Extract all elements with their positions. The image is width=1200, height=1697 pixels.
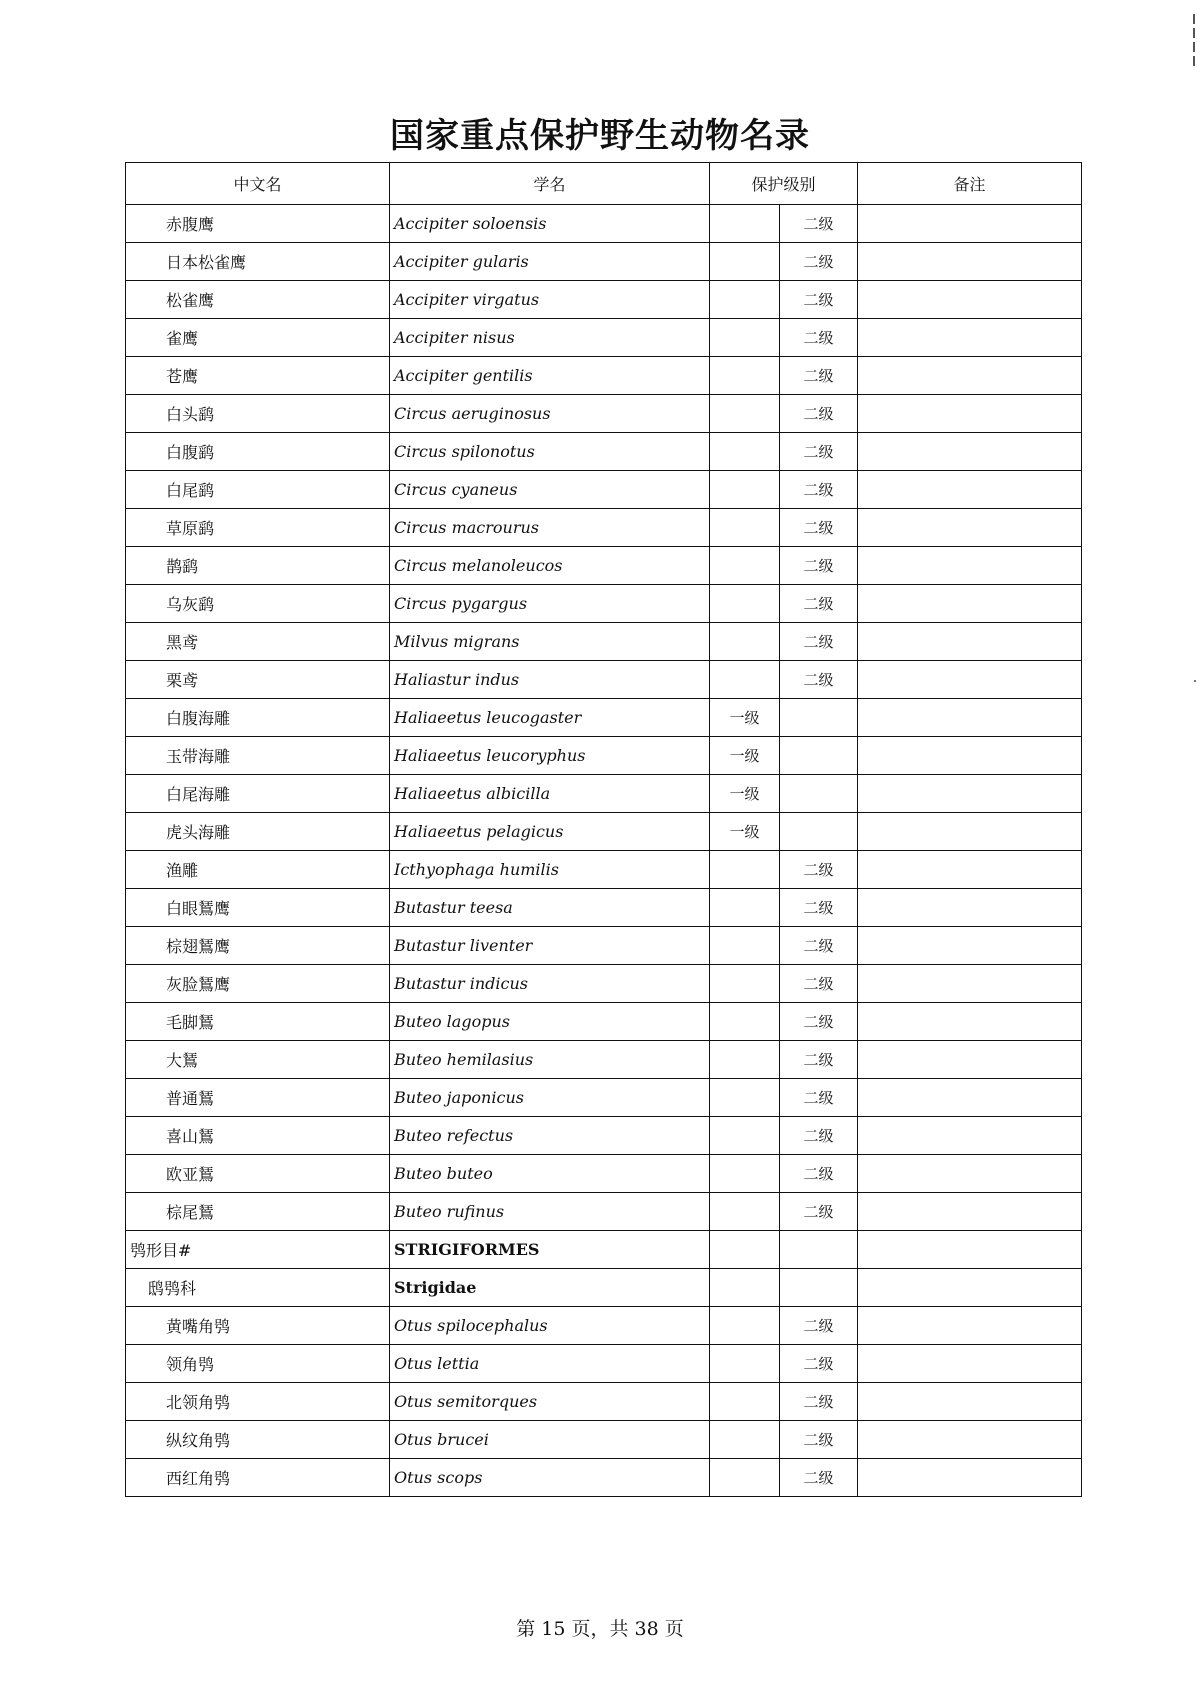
scientific-name-cell: Buteo rufinus	[390, 1193, 710, 1231]
note-cell	[858, 281, 1082, 319]
level-one-cell	[710, 433, 780, 471]
level-two-cell: 二级	[780, 1345, 858, 1383]
table-row	[126, 965, 1082, 1003]
chinese-name-cell: 日本松雀鹰	[126, 243, 390, 281]
scientific-name-cell: Milvus migrans	[390, 623, 710, 661]
table-row	[126, 1345, 1082, 1383]
level-two-cell: 二级	[780, 1193, 858, 1231]
level-two-cell: 二级	[780, 395, 858, 433]
note-cell	[858, 1459, 1082, 1497]
level-one-cell: 一级	[710, 737, 780, 775]
level-two-cell: 二级	[780, 585, 858, 623]
level-one-cell	[710, 661, 780, 699]
document-title: 国家重点保护野生动物名录	[390, 116, 810, 156]
note-cell	[858, 889, 1082, 927]
note-cell	[858, 357, 1082, 395]
chinese-name-cell: 草原鹞	[126, 509, 390, 547]
chinese-name-cell: 西红角鸮	[126, 1459, 390, 1497]
note-cell	[858, 1079, 1082, 1117]
scan-edge-marks	[1192, 10, 1196, 70]
scientific-name-cell: Buteo hemilasius	[390, 1041, 710, 1079]
level-two-cell: 二级	[780, 1421, 858, 1459]
note-cell	[858, 433, 1082, 471]
table-row	[126, 471, 1082, 509]
note-cell	[858, 851, 1082, 889]
table-row	[126, 737, 1082, 775]
level-two-cell: 二级	[780, 965, 858, 1003]
scientific-name-cell: Otus spilocephalus	[390, 1307, 710, 1345]
scientific-name-cell: Haliaeetus leucogaster	[390, 699, 710, 737]
level-one-cell	[710, 1003, 780, 1041]
table-header-row	[126, 163, 1082, 205]
table-row	[126, 1231, 1082, 1269]
table-row	[126, 205, 1082, 243]
level-one-cell	[710, 1459, 780, 1497]
chinese-name-cell: 白眼鵟鹰	[126, 889, 390, 927]
note-cell	[858, 737, 1082, 775]
chinese-name-cell: 灰脸鵟鹰	[126, 965, 390, 1003]
chinese-name-cell: 玉带海雕	[126, 737, 390, 775]
level-two-cell: 二级	[780, 205, 858, 243]
note-cell	[858, 775, 1082, 813]
header-chinese-name: 中文名	[126, 163, 390, 205]
note-cell	[858, 699, 1082, 737]
level-one-cell	[710, 927, 780, 965]
level-one-cell	[710, 1383, 780, 1421]
note-cell	[858, 319, 1082, 357]
table-row	[126, 1003, 1082, 1041]
table-row	[126, 1307, 1082, 1345]
level-two-cell: 二级	[780, 927, 858, 965]
table-row	[126, 243, 1082, 281]
table-row	[126, 813, 1082, 851]
scientific-name-cell: Circus pygargus	[390, 585, 710, 623]
chinese-name-cell: 渔雕	[126, 851, 390, 889]
table-row	[126, 1079, 1082, 1117]
level-one-cell	[710, 281, 780, 319]
scientific-name-cell: Otus scops	[390, 1459, 710, 1497]
scientific-name-cell: Haliastur indus	[390, 661, 710, 699]
note-cell	[858, 927, 1082, 965]
level-one-cell	[710, 547, 780, 585]
chinese-name-cell: 白尾海雕	[126, 775, 390, 813]
table-row	[126, 1459, 1082, 1497]
level-one-cell	[710, 889, 780, 927]
note-cell	[858, 471, 1082, 509]
level-one-cell	[710, 471, 780, 509]
scientific-name-cell: Otus brucei	[390, 1421, 710, 1459]
level-two-cell: 二级	[780, 1041, 858, 1079]
level-two-cell: 二级	[780, 281, 858, 319]
scientific-name-cell: Icthyophaga humilis	[390, 851, 710, 889]
level-one-cell	[710, 395, 780, 433]
level-two-cell: 二级	[780, 357, 858, 395]
table-row	[126, 1269, 1082, 1307]
level-two-cell: 二级	[780, 1459, 858, 1497]
note-cell	[858, 1117, 1082, 1155]
scientific-name-cell: Circus cyaneus	[390, 471, 710, 509]
table-row	[126, 433, 1082, 471]
table-row	[126, 319, 1082, 357]
note-cell	[858, 813, 1082, 851]
header-scientific-name: 学名	[390, 163, 710, 205]
level-two-cell: 二级	[780, 661, 858, 699]
chinese-name-cell: 鸮形目#	[126, 1231, 390, 1269]
level-two-cell: 二级	[780, 851, 858, 889]
scientific-name-cell: Accipiter gentilis	[390, 357, 710, 395]
note-cell	[858, 243, 1082, 281]
table-row	[126, 699, 1082, 737]
level-two-cell	[780, 1269, 858, 1307]
page-footer: 第 15 页，共 38 页	[516, 1618, 684, 1640]
chinese-name-cell: 乌灰鹞	[126, 585, 390, 623]
chinese-name-cell: 白头鹞	[126, 395, 390, 433]
header-protection-level: 保护级别	[710, 163, 858, 205]
chinese-name-cell: 普通鵟	[126, 1079, 390, 1117]
level-two-cell: 二级	[780, 1155, 858, 1193]
level-two-cell	[780, 775, 858, 813]
level-one-cell	[710, 357, 780, 395]
level-two-cell	[780, 737, 858, 775]
note-cell	[858, 1041, 1082, 1079]
scientific-name-cell: STRIGIFORMES	[390, 1231, 710, 1269]
table-row	[126, 1155, 1082, 1193]
scientific-name-cell: Circus spilonotus	[390, 433, 710, 471]
note-cell	[858, 205, 1082, 243]
table-row	[126, 509, 1082, 547]
level-one-cell	[710, 585, 780, 623]
scientific-name-cell: Circus melanoleucos	[390, 547, 710, 585]
level-two-cell: 二级	[780, 243, 858, 281]
note-cell	[858, 1345, 1082, 1383]
chinese-name-cell: 松雀鹰	[126, 281, 390, 319]
chinese-name-cell: 毛脚鵟	[126, 1003, 390, 1041]
chinese-name-cell: 鹊鹞	[126, 547, 390, 585]
note-cell	[858, 1421, 1082, 1459]
chinese-name-cell: 棕翅鵟鹰	[126, 927, 390, 965]
table-row	[126, 1117, 1082, 1155]
level-one-cell	[710, 1079, 780, 1117]
level-one-cell	[710, 1269, 780, 1307]
level-two-cell: 二级	[780, 889, 858, 927]
level-two-cell: 二级	[780, 1307, 858, 1345]
table-row	[126, 585, 1082, 623]
note-cell	[858, 547, 1082, 585]
chinese-name-cell: 棕尾鵟	[126, 1193, 390, 1231]
note-cell	[858, 395, 1082, 433]
chinese-name-cell: 喜山鵟	[126, 1117, 390, 1155]
scientific-name-cell: Accipiter gularis	[390, 243, 710, 281]
table-row	[126, 851, 1082, 889]
level-one-cell	[710, 1193, 780, 1231]
chinese-name-cell: 白腹鹞	[126, 433, 390, 471]
scientific-name-cell: Haliaeetus pelagicus	[390, 813, 710, 851]
chinese-name-cell: 赤腹鹰	[126, 205, 390, 243]
scientific-name-cell: Circus macrourus	[390, 509, 710, 547]
note-cell	[858, 623, 1082, 661]
level-one-cell	[710, 1307, 780, 1345]
scientific-name-cell: Accipiter nisus	[390, 319, 710, 357]
chinese-name-cell: 白腹海雕	[126, 699, 390, 737]
level-one-cell: 一级	[710, 775, 780, 813]
level-two-cell: 二级	[780, 1383, 858, 1421]
level-two-cell	[780, 813, 858, 851]
note-cell	[858, 1383, 1082, 1421]
table-row	[126, 1383, 1082, 1421]
note-cell	[858, 509, 1082, 547]
note-cell	[858, 1155, 1082, 1193]
scientific-name-cell: Accipiter virgatus	[390, 281, 710, 319]
table-row	[126, 281, 1082, 319]
table-row	[126, 927, 1082, 965]
note-cell	[858, 1231, 1082, 1269]
level-two-cell	[780, 1231, 858, 1269]
scientific-name-cell: Haliaeetus albicilla	[390, 775, 710, 813]
chinese-name-cell: 领角鸮	[126, 1345, 390, 1383]
header-notes: 备注	[858, 163, 1082, 205]
chinese-name-cell: 黄嘴角鸮	[126, 1307, 390, 1345]
chinese-name-cell: 鸱鸮科	[126, 1269, 390, 1307]
scientific-name-cell: Buteo refectus	[390, 1117, 710, 1155]
scientific-name-cell: Buteo japonicus	[390, 1079, 710, 1117]
level-two-cell: 二级	[780, 433, 858, 471]
level-one-cell	[710, 1345, 780, 1383]
chinese-name-cell: 北领角鸮	[126, 1383, 390, 1421]
scientific-name-cell: Accipiter soloensis	[390, 205, 710, 243]
table-row	[126, 775, 1082, 813]
level-two-cell: 二级	[780, 509, 858, 547]
note-cell	[858, 1269, 1082, 1307]
level-one-cell	[710, 1155, 780, 1193]
level-one-cell	[710, 851, 780, 889]
level-two-cell: 二级	[780, 547, 858, 585]
level-one-cell	[710, 1041, 780, 1079]
level-two-cell: 二级	[780, 1003, 858, 1041]
note-cell	[858, 1003, 1082, 1041]
level-one-cell	[710, 623, 780, 661]
chinese-name-cell: 纵纹角鸮	[126, 1421, 390, 1459]
chinese-name-cell: 黑鸢	[126, 623, 390, 661]
chinese-name-cell: 虎头海雕	[126, 813, 390, 851]
chinese-name-cell: 苍鹰	[126, 357, 390, 395]
level-two-cell: 二级	[780, 471, 858, 509]
level-one-cell	[710, 243, 780, 281]
note-cell	[858, 585, 1082, 623]
table-row	[126, 395, 1082, 433]
note-cell	[858, 965, 1082, 1003]
scientific-name-cell: Circus aeruginosus	[390, 395, 710, 433]
note-cell	[858, 1307, 1082, 1345]
table-row	[126, 661, 1082, 699]
scientific-name-cell: Otus semitorques	[390, 1383, 710, 1421]
level-one-cell: 一级	[710, 699, 780, 737]
level-one-cell	[710, 1421, 780, 1459]
scientific-name-cell: Buteo buteo	[390, 1155, 710, 1193]
chinese-name-cell: 欧亚鵟	[126, 1155, 390, 1193]
table-row	[126, 1041, 1082, 1079]
table-row	[126, 1421, 1082, 1459]
scientific-name-cell: Butastur liventer	[390, 927, 710, 965]
note-cell	[858, 1193, 1082, 1231]
table-row	[126, 623, 1082, 661]
level-two-cell: 二级	[780, 319, 858, 357]
chinese-name-cell: 栗鸢	[126, 661, 390, 699]
level-one-cell	[710, 1117, 780, 1155]
chinese-name-cell: 雀鹰	[126, 319, 390, 357]
level-one-cell	[710, 1231, 780, 1269]
level-one-cell	[710, 965, 780, 1003]
level-two-cell: 二级	[780, 623, 858, 661]
table-row	[126, 547, 1082, 585]
note-cell	[858, 661, 1082, 699]
scientific-name-cell: Buteo lagopus	[390, 1003, 710, 1041]
protected-species-table	[125, 162, 1082, 1497]
level-one-cell	[710, 205, 780, 243]
scan-speck	[1194, 680, 1196, 682]
scientific-name-cell: Haliaeetus leucoryphus	[390, 737, 710, 775]
scientific-name-cell: Strigidae	[390, 1269, 710, 1307]
chinese-name-cell: 大鵟	[126, 1041, 390, 1079]
table-row	[126, 1193, 1082, 1231]
level-one-cell: 一级	[710, 813, 780, 851]
scientific-name-cell: Butastur indicus	[390, 965, 710, 1003]
table-row	[126, 889, 1082, 927]
level-one-cell	[710, 319, 780, 357]
chinese-name-cell: 白尾鹞	[126, 471, 390, 509]
level-two-cell: 二级	[780, 1117, 858, 1155]
scientific-name-cell: Butastur teesa	[390, 889, 710, 927]
level-two-cell: 二级	[780, 1079, 858, 1117]
level-two-cell	[780, 699, 858, 737]
level-one-cell	[710, 509, 780, 547]
table-row	[126, 357, 1082, 395]
scientific-name-cell: Otus lettia	[390, 1345, 710, 1383]
